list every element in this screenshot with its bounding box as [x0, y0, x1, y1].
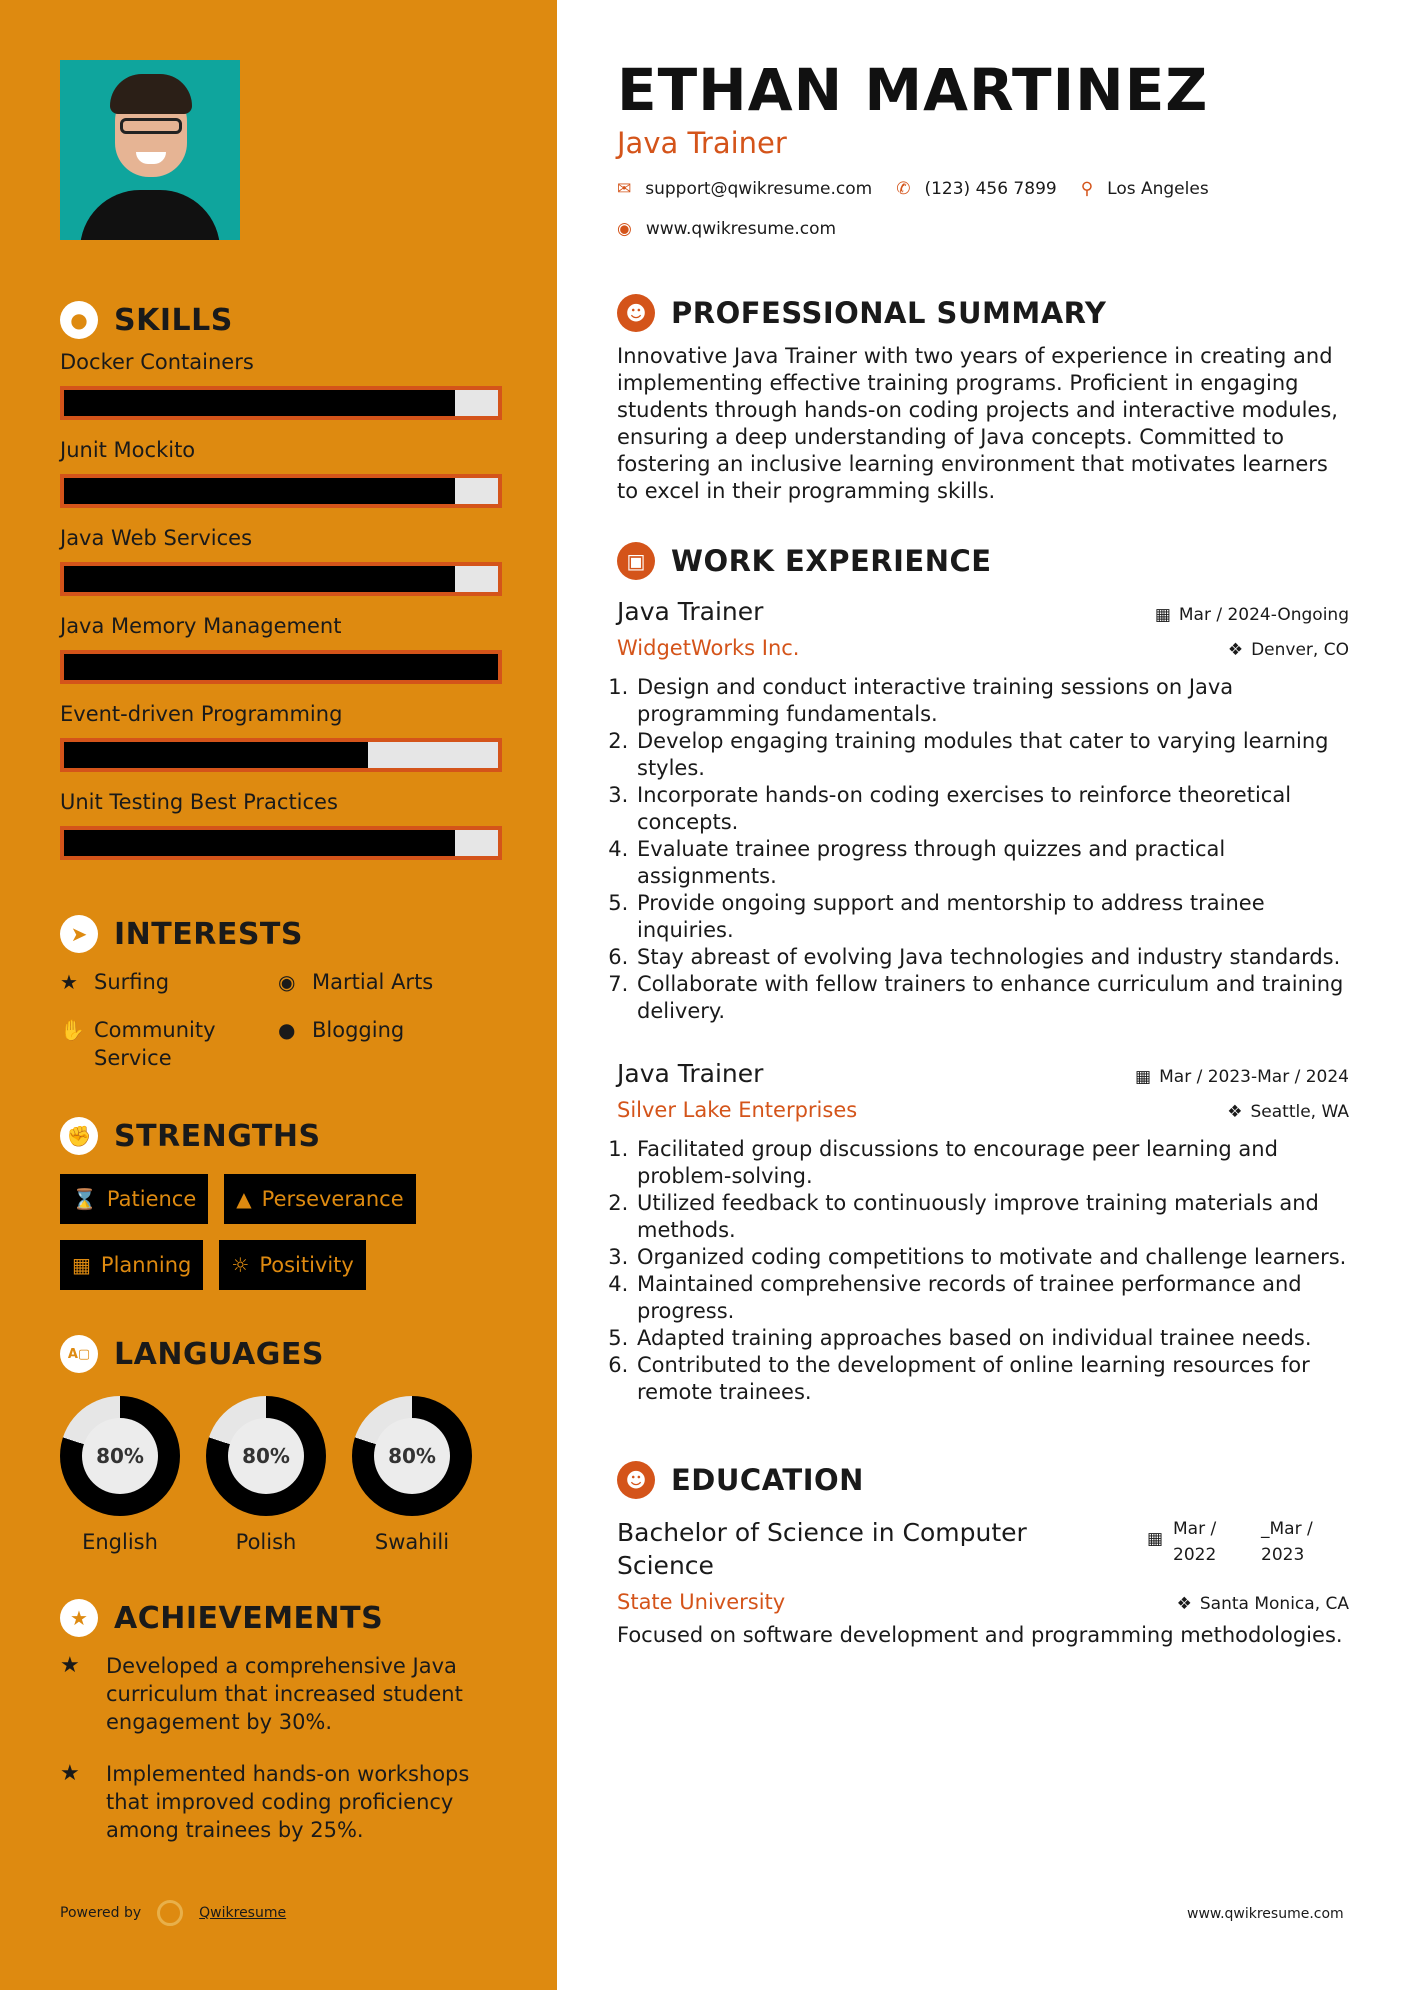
education-dates: ▦ Mar / 2022 _Mar / 2023	[1147, 1516, 1349, 1582]
contact-email[interactable]: ✉ support@qwikresume.com	[617, 179, 873, 199]
pin-icon: ❖	[1227, 640, 1244, 660]
list-item: 2. Develop engaging training modules that cater to varying learning styles.	[635, 728, 1349, 782]
candidate-name: ETHAN MARTINEZ	[617, 56, 1209, 124]
summary-heading: ☻ PROFESSIONAL SUMMARY	[617, 293, 1349, 333]
list-item: 1. Facilitated group discussions to encourage peer learning and problem-solving.	[635, 1136, 1349, 1190]
job-bullets	[617, 1136, 1349, 1406]
language-ring	[60, 1396, 180, 1516]
candidate-role: Java Trainer	[617, 126, 787, 160]
language-item	[206, 1396, 326, 1554]
skills-heading: ● SKILLS	[60, 300, 557, 340]
calendar-icon: ▦	[1154, 605, 1171, 625]
education-heading: ☻ EDUCATION	[617, 1460, 1349, 1500]
list-item: 2. Utilized feedback to continuously improve training materials and methods.	[635, 1190, 1349, 1244]
powered-by: Powered by Qwikresume	[60, 1900, 286, 1926]
stars-icon: ★	[60, 1653, 80, 1678]
strength-badge: ☼ Positivity	[219, 1240, 365, 1290]
language-icon: A▢	[60, 1335, 98, 1373]
qwikresume-logo-icon	[157, 1900, 183, 1926]
skill-item	[60, 790, 557, 860]
list-item: 3. Organized coding competitions to motivate and challenge learners.	[635, 1244, 1349, 1271]
globe-icon: ◉	[617, 219, 632, 239]
fist-icon: ✊	[60, 1117, 98, 1155]
profile-photo	[60, 60, 240, 240]
skill-item	[60, 614, 557, 684]
job-bullets	[617, 674, 1349, 1025]
skill-bar	[60, 738, 502, 772]
achievements-heading: ★ ACHIEVEMENTS	[60, 1598, 557, 1638]
interest-item: ★ Surfing	[60, 970, 170, 994]
interest-item: ✋ Community Service	[60, 1018, 216, 1070]
list-item: 6. Contributed to the development of online learning resources for remote trainees.	[635, 1352, 1349, 1406]
calendar-icon: ▦	[1146, 1529, 1163, 1549]
company-name: Silver Lake Enterprises	[617, 1098, 858, 1122]
phone-icon: ✆	[896, 179, 911, 199]
list-item: 5. Adapted training approaches based on individual trainee needs.	[635, 1325, 1349, 1352]
lightbulb-icon: ●	[60, 301, 98, 339]
contact-location: ⚲ Los Angeles	[1080, 179, 1209, 199]
skill-bar	[60, 650, 502, 684]
list-item: 4. Evaluate trainee progress through quizzes and practical assignments.	[635, 836, 1349, 890]
users-icon: ●	[278, 1018, 296, 1042]
hand-icon: ✋	[60, 1018, 85, 1042]
strengths-list	[60, 1174, 500, 1290]
pin-icon: ❖	[1227, 1102, 1243, 1122]
achievements-list	[60, 1652, 500, 1844]
job-title: Java Trainer	[617, 597, 764, 626]
contact-info	[617, 177, 1349, 241]
calendar-icon: ▦	[72, 1253, 91, 1277]
school-name: State University	[617, 1590, 786, 1614]
language-ring	[352, 1396, 472, 1516]
language-item	[352, 1396, 472, 1554]
job-entry	[617, 597, 1349, 1025]
interests-heading: ➤ INTERESTS	[60, 914, 557, 954]
qwikresume-link[interactable]: Qwikresume	[199, 1905, 287, 1921]
job-location: ❖ Denver, CO	[1227, 640, 1349, 660]
skill-label: Docker Containers	[60, 350, 254, 374]
skill-label: Java Memory Management	[60, 614, 342, 638]
envelope-icon: ✉	[617, 179, 632, 199]
skill-bar	[60, 826, 502, 860]
interests-list	[60, 968, 557, 1072]
road-icon: ▲	[236, 1187, 252, 1211]
star-badge-icon: ★	[60, 1599, 98, 1637]
skill-label: Unit Testing Best Practices	[60, 790, 338, 814]
interest-item: ◉ Martial Arts	[278, 970, 434, 994]
list-item: 4. Maintained comprehensive records of trainee performance and progress.	[635, 1271, 1349, 1325]
strength-badge: ⌛ Patience	[60, 1174, 208, 1224]
languages-heading: A▢ LANGUAGES	[60, 1334, 557, 1374]
map-pin-icon: ⚲	[1080, 179, 1094, 199]
skill-item	[60, 438, 557, 508]
languages-list	[60, 1396, 557, 1554]
company-name: WidgetWorks Inc.	[617, 636, 800, 660]
language-name: Polish	[235, 1530, 297, 1554]
language-item	[60, 1396, 180, 1554]
skill-bar	[60, 474, 502, 508]
star-icon: ★	[60, 970, 78, 994]
school-location: ❖ Santa Monica, CA	[1176, 1594, 1349, 1614]
calendar-icon: ▦	[1135, 1067, 1152, 1087]
skill-item	[60, 702, 557, 772]
skill-label: Junit Mockito	[60, 438, 196, 462]
summary-text: Innovative Java Trainer with two years of experience in creating and implementing effective training programs. Proficient in engaging students through hands-on coding projects and interactive modules, ensuring a deep understanding of Java concepts. Committed to fostering an inclusive learning environment that motivates learners to excel in their programming skills.	[617, 344, 1338, 503]
interest-item: ● Blogging	[278, 1016, 496, 1072]
chair-icon: ▣	[617, 542, 655, 580]
user-icon: ☻	[617, 294, 655, 332]
job-dates: ▦ Mar / 2023-Mar / 2024	[1135, 1067, 1349, 1087]
education-entry	[617, 1516, 1349, 1582]
skill-label: Java Web Services	[60, 526, 253, 550]
skill-item	[60, 350, 557, 420]
strengths-heading: ✊ STRENGTHS	[60, 1116, 557, 1156]
achievement-item: ★ Developed a comprehensive Java curriculum that increased student engagement by 30%.	[60, 1653, 463, 1734]
skill-label: Event-driven Programming	[60, 702, 343, 726]
skill-item	[60, 526, 557, 596]
education-description: Focused on software development and programming methodologies.	[617, 1623, 1343, 1647]
sidebar	[0, 0, 557, 1990]
language-percent: 80%	[374, 1418, 450, 1494]
skills-list	[60, 350, 557, 860]
contact-phone[interactable]: ✆ (123) 456 7899	[896, 179, 1057, 199]
job-dates: ▦ Mar / 2024-Ongoing	[1154, 605, 1349, 625]
list-item: 6. Stay abreast of evolving Java technologies and industry standards.	[635, 944, 1349, 971]
footer-website[interactable]: www.qwikresume.com	[1187, 1906, 1344, 1922]
strength-badge: ▦ Planning	[60, 1240, 203, 1290]
stars-icon: ★	[60, 1761, 80, 1786]
language-name: English	[82, 1530, 158, 1554]
job-title: Java Trainer	[617, 1059, 764, 1088]
list-item: 3. Incorporate hands-on coding exercises to reinforce theoretical concepts.	[635, 782, 1349, 836]
graduate-icon: ☻	[617, 1461, 655, 1499]
skill-bar	[60, 386, 502, 420]
language-name: Swahili	[374, 1530, 450, 1554]
achievement-item: ★ Implemented hands-on workshops that improved coding proficiency among trainees by 25%.	[60, 1761, 470, 1842]
job-entry	[617, 1059, 1349, 1406]
language-percent: 80%	[82, 1418, 158, 1494]
strength-badge: ▲ Perseverance	[224, 1174, 415, 1224]
experience-heading: ▣ WORK EXPERIENCE	[617, 541, 1349, 581]
language-ring	[206, 1396, 326, 1516]
job-location: ❖ Seattle, WA	[1227, 1102, 1349, 1122]
skill-bar	[60, 562, 502, 596]
list-item: 5. Provide ongoing support and mentorship to address trainee inquiries.	[635, 890, 1349, 944]
hourglass-icon: ⌛	[72, 1187, 97, 1211]
list-item: 1. Design and conduct interactive training sessions on Java programming fundamentals.	[635, 674, 1349, 728]
pin-icon: ❖	[1176, 1594, 1192, 1614]
language-percent: 80%	[228, 1418, 304, 1494]
sun-icon: ☼	[231, 1253, 250, 1277]
main-content	[617, 0, 1349, 1649]
list-item: 7. Collaborate with fellow trainers to enhance curriculum and training delivery.	[635, 971, 1349, 1025]
contact-website[interactable]: ◉ www.qwikresume.com	[617, 219, 837, 239]
globe-icon: ◉	[278, 970, 296, 994]
paper-plane-icon: ➤	[60, 915, 98, 953]
degree-title: Bachelor of Science in Computer Science	[617, 1518, 1027, 1580]
